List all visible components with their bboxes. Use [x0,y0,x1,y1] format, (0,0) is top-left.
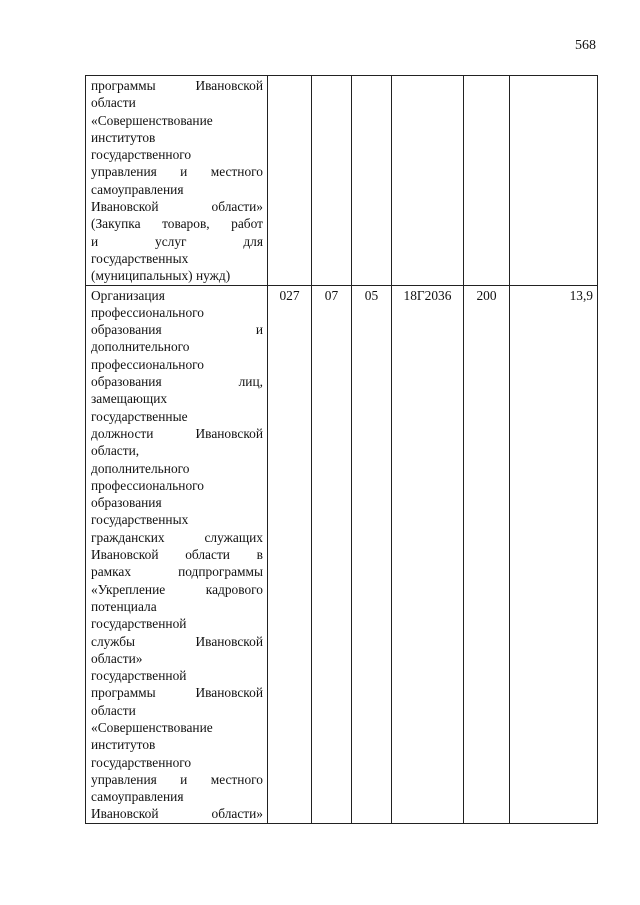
name-line: «Совершенствование [91,112,213,128]
ministry-code-cell: 027 [268,285,312,823]
row-name-cell [86,285,268,823]
expense-type-cell: 200 [464,285,510,823]
name-line: государственные [91,408,188,424]
name-line: образования лиц, [91,374,263,390]
name-line: службы Ивановской [91,633,263,649]
section-code-cell: 07 [312,285,352,823]
name-line: и услуг для [91,233,263,249]
name-line: «Укрепление кадрового [91,581,263,597]
budget-table [85,75,598,824]
name-line: Организация [91,287,165,303]
name-line: государственных [91,512,189,528]
name-line: государственных [91,250,189,266]
name-line: программы Ивановской [91,78,263,93]
name-line: области» [91,650,143,666]
subsection-code-cell: 05 [352,285,392,823]
table-row [86,285,598,823]
row-name-cell [86,76,268,286]
target-article-cell [392,76,464,286]
amount-cell [510,76,598,286]
target-article-cell: 18Г2036 [392,285,464,823]
name-line: программы Ивановской [91,685,263,701]
name-line: институтов [91,737,156,753]
name-line: государственного [91,754,192,770]
name-line: государственной [91,668,187,684]
name-line: замещающих [91,391,168,407]
name-line: области [91,702,136,718]
name-line: образования [91,495,162,511]
name-line: Ивановской области» [91,806,263,822]
expense-type-cell [464,76,510,286]
name-line: профессионального [91,304,204,320]
subsection-code-cell [352,76,392,286]
name-line: потенциала [91,598,157,614]
name-line: дополнительного [91,339,190,355]
name-line: должности Ивановской [91,425,263,441]
table-row [86,76,598,286]
page-number: 568 [575,38,596,53]
name-line: образования и [91,322,263,338]
name-line: рамках подпрограммы [91,564,263,580]
name-line: Ивановской области в [91,547,263,563]
name-line: профессионального [91,356,204,372]
name-line: гражданских служащих [91,529,263,545]
name-line: (муниципальных) нужд) [91,268,231,284]
name-line: институтов [91,129,156,145]
ministry-code-cell [268,76,312,286]
name-line: области [91,95,136,111]
name-line: области, [91,443,140,459]
name-line: управления и местного [91,771,263,787]
name-line: Ивановской области» [91,199,263,215]
name-line: управления и местного [91,164,263,180]
name-line: дополнительного [91,460,190,476]
name-line: самоуправления [91,181,184,197]
name-line: профессионального [91,477,204,493]
name-line: (Закупка товаров, работ [91,216,263,232]
name-line: «Совершенствование [91,719,213,735]
section-code-cell [312,76,352,286]
amount-cell: 13,9 [510,285,598,823]
name-line: самоуправления [91,789,184,805]
name-line: государственной [91,616,187,632]
name-line: государственного [91,147,192,163]
